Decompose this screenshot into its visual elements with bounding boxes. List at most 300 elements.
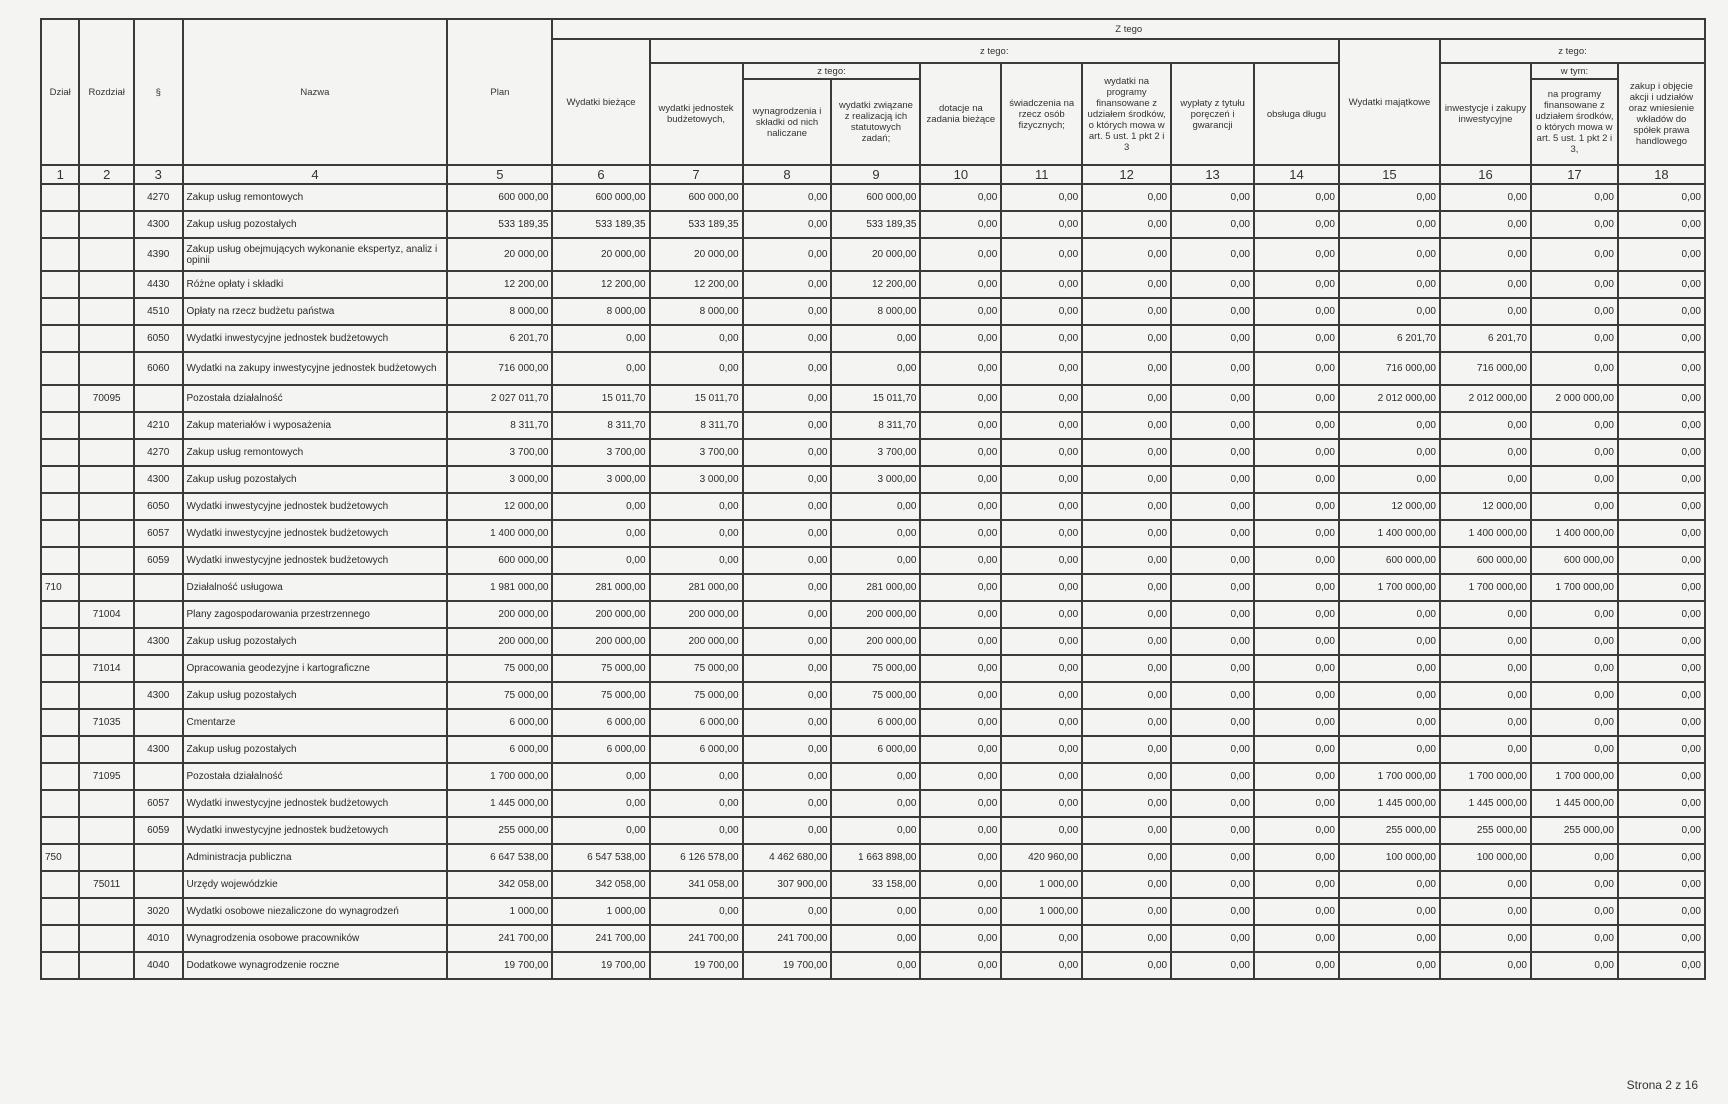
cell-value-col-18: 0,00 bbox=[1618, 493, 1705, 520]
cell-value-col-12: 0,00 bbox=[1082, 844, 1171, 871]
column-number: 16 bbox=[1440, 165, 1531, 184]
cell-value-col-12: 0,00 bbox=[1082, 628, 1171, 655]
cell-value-col-13: 0,00 bbox=[1171, 238, 1254, 271]
cell-value-col-16: 0,00 bbox=[1440, 601, 1531, 628]
cell-value-col-17: 0,00 bbox=[1531, 211, 1618, 238]
cell-nazwa: Zakup usług remontowych bbox=[183, 439, 448, 466]
cell-value-col-15: 1 700 000,00 bbox=[1339, 574, 1440, 601]
cell-dzial bbox=[41, 709, 79, 736]
cell-value-col-15: 0,00 bbox=[1339, 271, 1440, 298]
cell-value-col-15: 0,00 bbox=[1339, 655, 1440, 682]
cell-value-col-18: 0,00 bbox=[1618, 211, 1705, 238]
cell-dzial bbox=[41, 439, 79, 466]
column-number: 9 bbox=[831, 165, 920, 184]
cell-value-col-13: 0,00 bbox=[1171, 898, 1254, 925]
cell-value-col-14: 0,00 bbox=[1254, 763, 1339, 790]
cell-value-col-5: 200 000,00 bbox=[447, 628, 552, 655]
cell-value-col-9: 0,00 bbox=[831, 898, 920, 925]
table-row bbox=[41, 574, 1705, 601]
cell-value-col-7: 200 000,00 bbox=[650, 628, 743, 655]
column-number: 17 bbox=[1531, 165, 1618, 184]
cell-value-col-8: 0,00 bbox=[743, 184, 832, 211]
cell-value-col-5: 6 647 538,00 bbox=[447, 844, 552, 871]
cell-nazwa: Wydatki inwestycyjne jednostek budżetowych bbox=[183, 817, 448, 844]
cell-value-col-7: 15 011,70 bbox=[650, 385, 743, 412]
cell-value-col-7: 6 000,00 bbox=[650, 709, 743, 736]
cell-value-col-5: 6 000,00 bbox=[447, 736, 552, 763]
cell-value-col-10: 0,00 bbox=[920, 547, 1001, 574]
table-row bbox=[41, 898, 1705, 925]
cell-value-col-5: 255 000,00 bbox=[447, 817, 552, 844]
cell-paragraf: 6059 bbox=[134, 547, 183, 574]
cell-value-col-7: 8 000,00 bbox=[650, 298, 743, 325]
cell-value-col-13: 0,00 bbox=[1171, 628, 1254, 655]
cell-value-col-16: 0,00 bbox=[1440, 466, 1531, 493]
cell-value-col-8: 0,00 bbox=[743, 439, 832, 466]
cell-value-col-11: 0,00 bbox=[1001, 763, 1082, 790]
cell-value-col-13: 0,00 bbox=[1171, 520, 1254, 547]
cell-dzial bbox=[41, 655, 79, 682]
cell-value-col-9: 15 011,70 bbox=[831, 385, 920, 412]
cell-value-col-11: 420 960,00 bbox=[1001, 844, 1082, 871]
cell-nazwa: Administracja publiczna bbox=[183, 844, 448, 871]
cell-value-col-7: 0,00 bbox=[650, 790, 743, 817]
cell-value-col-16: 0,00 bbox=[1440, 952, 1531, 979]
header-w-tym: w tym: bbox=[1531, 63, 1618, 79]
cell-value-col-9: 6 000,00 bbox=[831, 736, 920, 763]
header-poreczenia: wypłaty z tytułu poręczeń i gwarancji bbox=[1171, 63, 1254, 165]
cell-value-col-9: 0,00 bbox=[831, 547, 920, 574]
cell-value-col-11: 0,00 bbox=[1001, 385, 1082, 412]
cell-value-col-9: 33 158,00 bbox=[831, 871, 920, 898]
cell-value-col-13: 0,00 bbox=[1171, 817, 1254, 844]
cell-value-col-11: 0,00 bbox=[1001, 493, 1082, 520]
cell-nazwa: Zakup usług pozostałych bbox=[183, 736, 448, 763]
column-number: 8 bbox=[743, 165, 832, 184]
cell-value-col-7: 241 700,00 bbox=[650, 925, 743, 952]
cell-value-col-11: 0,00 bbox=[1001, 211, 1082, 238]
cell-paragraf: 4300 bbox=[134, 211, 183, 238]
cell-value-col-17: 0,00 bbox=[1531, 439, 1618, 466]
cell-value-col-9: 0,00 bbox=[831, 790, 920, 817]
cell-rozdzial bbox=[79, 466, 134, 493]
column-number-row bbox=[41, 165, 1705, 184]
cell-nazwa: Zakup usług pozostałych bbox=[183, 211, 448, 238]
cell-nazwa: Pozostała działalność bbox=[183, 763, 448, 790]
cell-value-col-9: 281 000,00 bbox=[831, 574, 920, 601]
header-rozdzial: Rozdział bbox=[79, 19, 134, 165]
cell-value-col-9: 0,00 bbox=[831, 925, 920, 952]
cell-value-col-18: 0,00 bbox=[1618, 817, 1705, 844]
cell-value-col-14: 0,00 bbox=[1254, 238, 1339, 271]
cell-nazwa: Urzędy wojewódzkie bbox=[183, 871, 448, 898]
cell-value-col-17: 1 400 000,00 bbox=[1531, 520, 1618, 547]
column-number: 5 bbox=[447, 165, 552, 184]
cell-rozdzial: 71014 bbox=[79, 655, 134, 682]
header-akcje: zakup i objęcie akcji i udziałów oraz wniesienie wkładów do spółek prawa handlowego bbox=[1618, 63, 1705, 165]
cell-rozdzial bbox=[79, 925, 134, 952]
cell-value-col-6: 8 000,00 bbox=[552, 298, 649, 325]
cell-value-col-15: 0,00 bbox=[1339, 601, 1440, 628]
header-z-tego-biezace: z tego: bbox=[650, 39, 1339, 63]
cell-rozdzial bbox=[79, 952, 134, 979]
cell-value-col-5: 12 000,00 bbox=[447, 493, 552, 520]
cell-value-col-18: 0,00 bbox=[1618, 412, 1705, 439]
cell-value-col-16: 0,00 bbox=[1440, 184, 1531, 211]
cell-value-col-5: 6 201,70 bbox=[447, 325, 552, 352]
cell-value-col-5: 1 981 000,00 bbox=[447, 574, 552, 601]
cell-value-col-15: 6 201,70 bbox=[1339, 325, 1440, 352]
cell-dzial: 710 bbox=[41, 574, 79, 601]
table-row bbox=[41, 385, 1705, 412]
cell-dzial bbox=[41, 352, 79, 385]
table-row bbox=[41, 439, 1705, 466]
cell-value-col-5: 342 058,00 bbox=[447, 871, 552, 898]
cell-value-col-16: 600 000,00 bbox=[1440, 547, 1531, 574]
cell-dzial bbox=[41, 871, 79, 898]
cell-value-col-7: 75 000,00 bbox=[650, 655, 743, 682]
column-number: 7 bbox=[650, 165, 743, 184]
cell-value-col-10: 0,00 bbox=[920, 385, 1001, 412]
cell-paragraf: 4510 bbox=[134, 298, 183, 325]
header-wydatki-majatkowe: Wydatki majątkowe bbox=[1339, 39, 1440, 165]
cell-value-col-14: 0,00 bbox=[1254, 547, 1339, 574]
cell-value-col-10: 0,00 bbox=[920, 709, 1001, 736]
cell-value-col-5: 3 000,00 bbox=[447, 466, 552, 493]
cell-value-col-14: 0,00 bbox=[1254, 736, 1339, 763]
cell-value-col-17: 0,00 bbox=[1531, 493, 1618, 520]
cell-rozdzial bbox=[79, 238, 134, 271]
cell-value-col-11: 0,00 bbox=[1001, 439, 1082, 466]
cell-value-col-8: 241 700,00 bbox=[743, 925, 832, 952]
cell-value-col-8: 0,00 bbox=[743, 466, 832, 493]
cell-value-col-6: 6 547 538,00 bbox=[552, 844, 649, 871]
cell-value-col-17: 0,00 bbox=[1531, 871, 1618, 898]
cell-rozdzial: 71095 bbox=[79, 763, 134, 790]
cell-value-col-8: 0,00 bbox=[743, 412, 832, 439]
cell-value-col-12: 0,00 bbox=[1082, 601, 1171, 628]
table-row bbox=[41, 601, 1705, 628]
cell-paragraf bbox=[134, 655, 183, 682]
cell-value-col-18: 0,00 bbox=[1618, 709, 1705, 736]
cell-value-col-11: 0,00 bbox=[1001, 952, 1082, 979]
cell-value-col-12: 0,00 bbox=[1082, 439, 1171, 466]
cell-value-col-15: 0,00 bbox=[1339, 298, 1440, 325]
cell-value-col-15: 1 700 000,00 bbox=[1339, 763, 1440, 790]
cell-value-col-18: 0,00 bbox=[1618, 601, 1705, 628]
cell-value-col-14: 0,00 bbox=[1254, 271, 1339, 298]
cell-value-col-6: 241 700,00 bbox=[552, 925, 649, 952]
cell-dzial: 750 bbox=[41, 844, 79, 871]
cell-value-col-5: 1 700 000,00 bbox=[447, 763, 552, 790]
cell-rozdzial bbox=[79, 520, 134, 547]
cell-value-col-8: 0,00 bbox=[743, 790, 832, 817]
cell-value-col-18: 0,00 bbox=[1618, 844, 1705, 871]
cell-value-col-18: 0,00 bbox=[1618, 325, 1705, 352]
table-row bbox=[41, 682, 1705, 709]
cell-value-col-18: 0,00 bbox=[1618, 352, 1705, 385]
cell-value-col-9: 0,00 bbox=[831, 352, 920, 385]
cell-value-col-11: 0,00 bbox=[1001, 628, 1082, 655]
cell-value-col-12: 0,00 bbox=[1082, 238, 1171, 271]
cell-value-col-15: 0,00 bbox=[1339, 238, 1440, 271]
cell-value-col-6: 0,00 bbox=[552, 817, 649, 844]
cell-value-col-8: 0,00 bbox=[743, 298, 832, 325]
cell-value-col-18: 0,00 bbox=[1618, 790, 1705, 817]
cell-paragraf: 4430 bbox=[134, 271, 183, 298]
cell-value-col-13: 0,00 bbox=[1171, 211, 1254, 238]
header-programy: wydatki na programy finansowane z udziałem środków, o których mowa w art. 5 ust. 1 pkt 2 i 3 bbox=[1082, 63, 1171, 165]
cell-value-col-8: 0,00 bbox=[743, 271, 832, 298]
cell-value-col-6: 8 311,70 bbox=[552, 412, 649, 439]
cell-paragraf: 4210 bbox=[134, 412, 183, 439]
cell-rozdzial bbox=[79, 493, 134, 520]
cell-value-col-10: 0,00 bbox=[920, 439, 1001, 466]
cell-value-col-13: 0,00 bbox=[1171, 763, 1254, 790]
cell-nazwa: Wydatki inwestycyjne jednostek budżetowych bbox=[183, 493, 448, 520]
cell-value-col-17: 0,00 bbox=[1531, 271, 1618, 298]
cell-rozdzial bbox=[79, 547, 134, 574]
cell-value-col-15: 0,00 bbox=[1339, 184, 1440, 211]
cell-value-col-9: 0,00 bbox=[831, 817, 920, 844]
header-wynagrodzenia: wynagrodzenia i składki od nich naliczane bbox=[743, 79, 832, 165]
cell-value-col-8: 0,00 bbox=[743, 574, 832, 601]
cell-nazwa: Wydatki osobowe niezaliczone do wynagrodzeń bbox=[183, 898, 448, 925]
cell-value-col-7: 0,00 bbox=[650, 763, 743, 790]
cell-paragraf: 4300 bbox=[134, 628, 183, 655]
cell-value-col-10: 0,00 bbox=[920, 898, 1001, 925]
cell-rozdzial: 71035 bbox=[79, 709, 134, 736]
cell-value-col-18: 0,00 bbox=[1618, 439, 1705, 466]
cell-value-col-11: 0,00 bbox=[1001, 574, 1082, 601]
cell-value-col-8: 307 900,00 bbox=[743, 871, 832, 898]
column-number: 11 bbox=[1001, 165, 1082, 184]
cell-value-col-12: 0,00 bbox=[1082, 709, 1171, 736]
cell-value-col-9: 0,00 bbox=[831, 520, 920, 547]
cell-value-col-18: 0,00 bbox=[1618, 520, 1705, 547]
cell-value-col-7: 6 126 578,00 bbox=[650, 844, 743, 871]
cell-value-col-12: 0,00 bbox=[1082, 298, 1171, 325]
cell-value-col-13: 0,00 bbox=[1171, 871, 1254, 898]
cell-value-col-18: 0,00 bbox=[1618, 898, 1705, 925]
table-row bbox=[41, 817, 1705, 844]
cell-value-col-7: 0,00 bbox=[650, 325, 743, 352]
cell-value-col-6: 6 000,00 bbox=[552, 736, 649, 763]
cell-value-col-11: 0,00 bbox=[1001, 352, 1082, 385]
cell-value-col-17: 0,00 bbox=[1531, 298, 1618, 325]
cell-nazwa: Różne opłaty i składki bbox=[183, 271, 448, 298]
cell-value-col-9: 8 000,00 bbox=[831, 298, 920, 325]
cell-value-col-7: 0,00 bbox=[650, 352, 743, 385]
cell-value-col-9: 0,00 bbox=[831, 763, 920, 790]
table-row bbox=[41, 238, 1705, 271]
cell-dzial bbox=[41, 547, 79, 574]
cell-value-col-11: 0,00 bbox=[1001, 601, 1082, 628]
cell-paragraf: 4040 bbox=[134, 952, 183, 979]
column-number: 2 bbox=[79, 165, 134, 184]
cell-paragraf: 6050 bbox=[134, 325, 183, 352]
cell-value-col-17: 0,00 bbox=[1531, 898, 1618, 925]
cell-rozdzial bbox=[79, 271, 134, 298]
cell-value-col-5: 241 700,00 bbox=[447, 925, 552, 952]
cell-paragraf: 6057 bbox=[134, 520, 183, 547]
cell-value-col-13: 0,00 bbox=[1171, 298, 1254, 325]
cell-value-col-5: 600 000,00 bbox=[447, 184, 552, 211]
cell-value-col-5: 2 027 011,70 bbox=[447, 385, 552, 412]
table-row bbox=[41, 493, 1705, 520]
cell-paragraf bbox=[134, 844, 183, 871]
cell-value-col-17: 0,00 bbox=[1531, 736, 1618, 763]
cell-value-col-7: 200 000,00 bbox=[650, 601, 743, 628]
cell-paragraf bbox=[134, 601, 183, 628]
cell-value-col-7: 281 000,00 bbox=[650, 574, 743, 601]
cell-dzial bbox=[41, 520, 79, 547]
cell-value-col-16: 0,00 bbox=[1440, 271, 1531, 298]
cell-value-col-13: 0,00 bbox=[1171, 790, 1254, 817]
cell-value-col-5: 1 400 000,00 bbox=[447, 520, 552, 547]
header-paragraf: § bbox=[134, 19, 183, 165]
cell-value-col-8: 0,00 bbox=[743, 655, 832, 682]
cell-value-col-18: 0,00 bbox=[1618, 385, 1705, 412]
cell-value-col-6: 1 000,00 bbox=[552, 898, 649, 925]
column-number: 10 bbox=[920, 165, 1001, 184]
cell-value-col-5: 75 000,00 bbox=[447, 655, 552, 682]
cell-value-col-9: 200 000,00 bbox=[831, 628, 920, 655]
cell-value-col-12: 0,00 bbox=[1082, 466, 1171, 493]
cell-nazwa: Cmentarze bbox=[183, 709, 448, 736]
cell-nazwa: Opłaty na rzecz budżetu państwa bbox=[183, 298, 448, 325]
cell-paragraf: 6050 bbox=[134, 493, 183, 520]
table-row bbox=[41, 871, 1705, 898]
cell-paragraf: 4010 bbox=[134, 925, 183, 952]
cell-value-col-10: 0,00 bbox=[920, 844, 1001, 871]
cell-value-col-18: 0,00 bbox=[1618, 655, 1705, 682]
table-row bbox=[41, 466, 1705, 493]
cell-nazwa: Zakup materiałów i wyposażenia bbox=[183, 412, 448, 439]
table-row bbox=[41, 211, 1705, 238]
cell-value-col-17: 0,00 bbox=[1531, 466, 1618, 493]
cell-rozdzial bbox=[79, 298, 134, 325]
cell-dzial bbox=[41, 493, 79, 520]
table-row bbox=[41, 655, 1705, 682]
cell-value-col-15: 716 000,00 bbox=[1339, 352, 1440, 385]
cell-value-col-16: 0,00 bbox=[1440, 898, 1531, 925]
cell-dzial bbox=[41, 601, 79, 628]
budget-expenditure-table bbox=[40, 18, 1706, 980]
cell-value-col-7: 0,00 bbox=[650, 817, 743, 844]
cell-value-col-16: 0,00 bbox=[1440, 211, 1531, 238]
cell-value-col-10: 0,00 bbox=[920, 412, 1001, 439]
page-number: Strona 2 z 16 bbox=[1626, 1078, 1698, 1092]
header-dzial: Dział bbox=[41, 19, 79, 165]
cell-value-col-13: 0,00 bbox=[1171, 655, 1254, 682]
cell-value-col-16: 6 201,70 bbox=[1440, 325, 1531, 352]
table-row bbox=[41, 790, 1705, 817]
cell-rozdzial bbox=[79, 574, 134, 601]
header-wydatki-statutowe: wydatki związane z realizacją ich statutowych zadań; bbox=[831, 79, 920, 165]
table-row bbox=[41, 184, 1705, 211]
table-row bbox=[41, 736, 1705, 763]
cell-value-col-6: 342 058,00 bbox=[552, 871, 649, 898]
cell-value-col-7: 8 311,70 bbox=[650, 412, 743, 439]
cell-dzial bbox=[41, 628, 79, 655]
cell-value-col-5: 20 000,00 bbox=[447, 238, 552, 271]
cell-nazwa: Pozostała działalność bbox=[183, 385, 448, 412]
cell-value-col-11: 0,00 bbox=[1001, 817, 1082, 844]
cell-value-col-11: 0,00 bbox=[1001, 520, 1082, 547]
cell-value-col-9: 0,00 bbox=[831, 952, 920, 979]
cell-value-col-12: 0,00 bbox=[1082, 352, 1171, 385]
cell-value-col-16: 1 445 000,00 bbox=[1440, 790, 1531, 817]
cell-value-col-17: 600 000,00 bbox=[1531, 547, 1618, 574]
cell-value-col-12: 0,00 bbox=[1082, 271, 1171, 298]
cell-value-col-10: 0,00 bbox=[920, 238, 1001, 271]
cell-value-col-16: 0,00 bbox=[1440, 925, 1531, 952]
cell-nazwa: Działalność usługowa bbox=[183, 574, 448, 601]
cell-value-col-17: 0,00 bbox=[1531, 709, 1618, 736]
cell-value-col-13: 0,00 bbox=[1171, 385, 1254, 412]
cell-paragraf: 4270 bbox=[134, 439, 183, 466]
cell-nazwa: Zakup usług remontowych bbox=[183, 184, 448, 211]
cell-rozdzial bbox=[79, 628, 134, 655]
cell-dzial bbox=[41, 736, 79, 763]
cell-paragraf: 4300 bbox=[134, 466, 183, 493]
cell-value-col-7: 75 000,00 bbox=[650, 682, 743, 709]
cell-value-col-10: 0,00 bbox=[920, 736, 1001, 763]
cell-value-col-10: 0,00 bbox=[920, 352, 1001, 385]
cell-value-col-11: 1 000,00 bbox=[1001, 871, 1082, 898]
cell-rozdzial: 70095 bbox=[79, 385, 134, 412]
cell-value-col-5: 6 000,00 bbox=[447, 709, 552, 736]
cell-value-col-18: 0,00 bbox=[1618, 238, 1705, 271]
cell-value-col-17: 2 000 000,00 bbox=[1531, 385, 1618, 412]
cell-value-col-18: 0,00 bbox=[1618, 952, 1705, 979]
cell-nazwa: Wydatki inwestycyjne jednostek budżetowych bbox=[183, 520, 448, 547]
cell-value-col-7: 341 058,00 bbox=[650, 871, 743, 898]
cell-value-col-13: 0,00 bbox=[1171, 736, 1254, 763]
cell-value-col-16: 255 000,00 bbox=[1440, 817, 1531, 844]
cell-value-col-6: 0,00 bbox=[552, 763, 649, 790]
cell-value-col-8: 0,00 bbox=[743, 385, 832, 412]
table-row bbox=[41, 844, 1705, 871]
cell-value-col-12: 0,00 bbox=[1082, 763, 1171, 790]
cell-value-col-6: 6 000,00 bbox=[552, 709, 649, 736]
cell-value-col-5: 3 700,00 bbox=[447, 439, 552, 466]
cell-value-col-11: 1 000,00 bbox=[1001, 898, 1082, 925]
cell-value-col-15: 0,00 bbox=[1339, 952, 1440, 979]
cell-nazwa: Plany zagospodarowania przestrzennego bbox=[183, 601, 448, 628]
cell-value-col-7: 12 200,00 bbox=[650, 271, 743, 298]
cell-dzial bbox=[41, 925, 79, 952]
cell-value-col-12: 0,00 bbox=[1082, 520, 1171, 547]
cell-value-col-7: 0,00 bbox=[650, 520, 743, 547]
cell-value-col-12: 0,00 bbox=[1082, 412, 1171, 439]
cell-paragraf bbox=[134, 385, 183, 412]
cell-value-col-6: 15 011,70 bbox=[552, 385, 649, 412]
cell-value-col-15: 0,00 bbox=[1339, 412, 1440, 439]
cell-value-col-13: 0,00 bbox=[1171, 574, 1254, 601]
table-row bbox=[41, 952, 1705, 979]
cell-paragraf: 4300 bbox=[134, 682, 183, 709]
cell-value-col-16: 0,00 bbox=[1440, 628, 1531, 655]
cell-value-col-16: 100 000,00 bbox=[1440, 844, 1531, 871]
cell-value-col-14: 0,00 bbox=[1254, 325, 1339, 352]
cell-value-col-14: 0,00 bbox=[1254, 439, 1339, 466]
cell-value-col-10: 0,00 bbox=[920, 493, 1001, 520]
cell-value-col-12: 0,00 bbox=[1082, 325, 1171, 352]
cell-value-col-14: 0,00 bbox=[1254, 574, 1339, 601]
cell-value-col-11: 0,00 bbox=[1001, 271, 1082, 298]
